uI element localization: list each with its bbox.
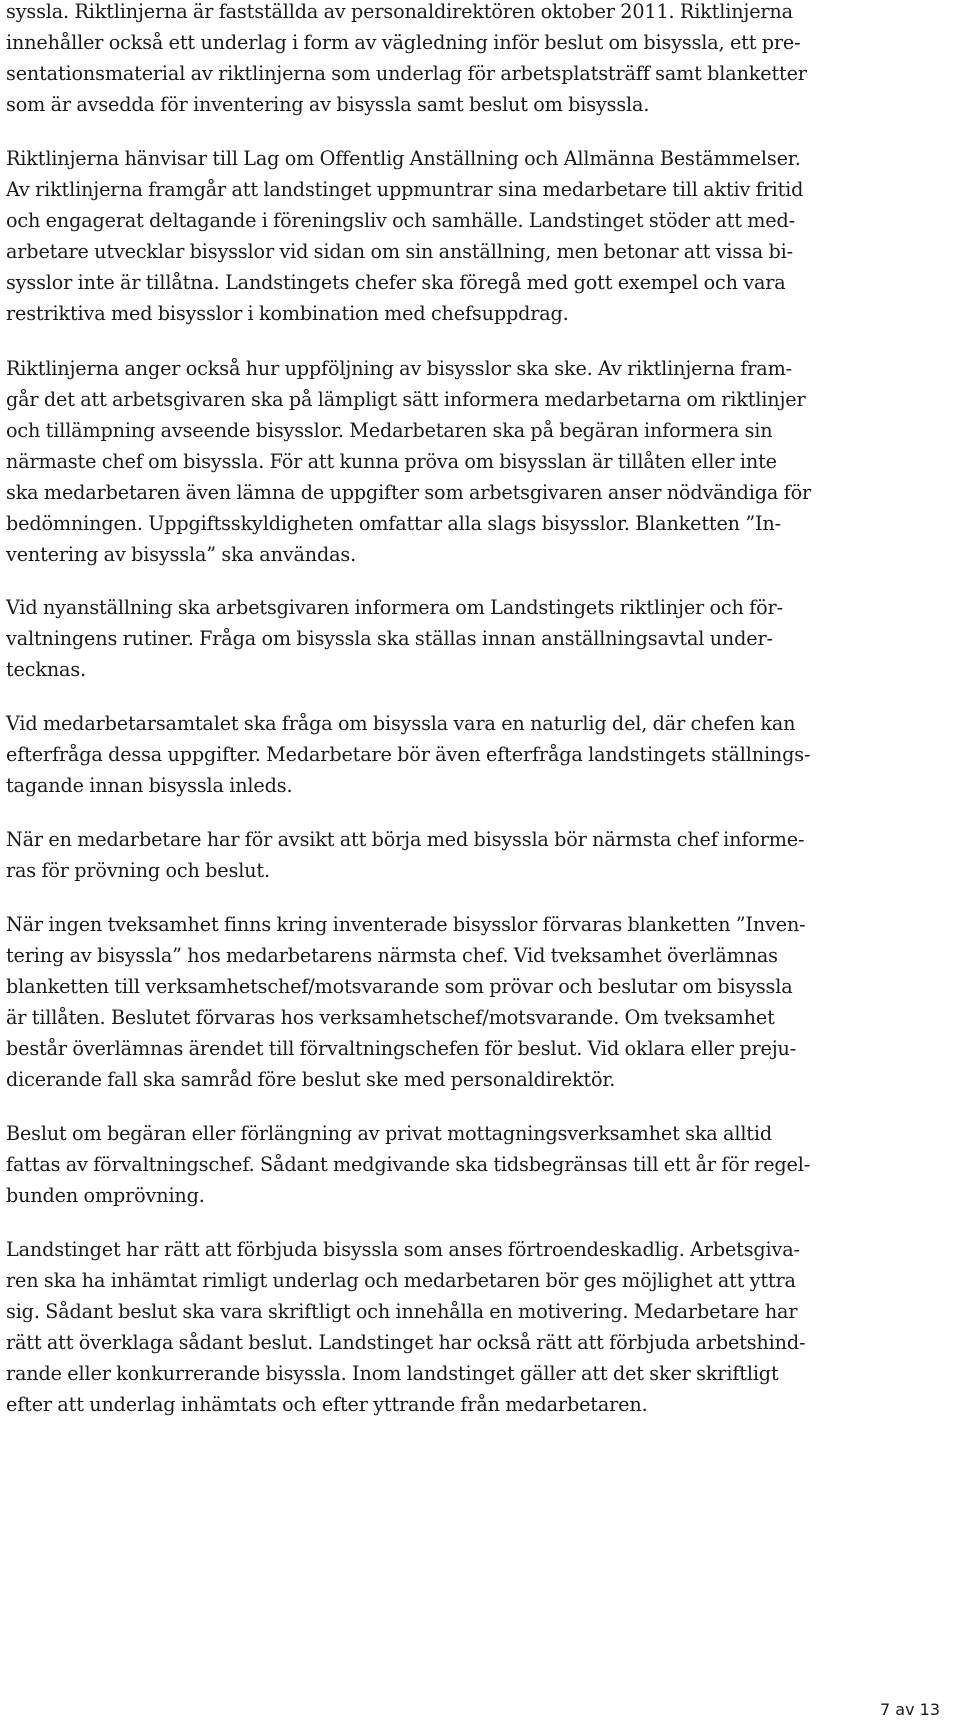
text-line: arbetare utvecklar bisysslor vid sidan om sin anställning, men betonar att vissa bi-	[6, 240, 793, 263]
text-line: Av riktlinjerna framgår att landstinget uppmuntrar sina medarbetare till aktiv fritid	[6, 178, 804, 201]
paragraph	[6, 592, 783, 685]
text-line: går det att arbetsgivaren ska på lämpligt sätt informera medarbetarna om riktlinjer	[6, 388, 806, 411]
text-line: innehåller också ett underlag i form av vägledning inför beslut om bisyssla, ett pre-	[6, 31, 801, 54]
text-line: består överlämnas ärendet till förvaltningschefen för beslut. Vid oklara eller preju-	[6, 1037, 797, 1060]
paragraph	[6, 353, 811, 570]
text-line: sysslor inte är tillåtna. Landstingets chefer ska föregå med gott exempel och vara	[6, 271, 786, 294]
paragraph	[6, 0, 807, 120]
text-line: efter att underlag inhämtats och efter yttrande från medarbetaren.	[6, 1393, 648, 1416]
paragraph	[6, 708, 810, 801]
paragraph	[6, 1234, 805, 1420]
text-line: efterfråga dessa uppgifter. Medarbetare bör även efterfråga landstingets ställnings-	[6, 743, 811, 766]
text-line: tecknas.	[6, 658, 86, 681]
paragraph	[6, 909, 806, 1095]
text-line: rande eller konkurrerande bisyssla. Inom landstinget gäller att det sker skriftligt	[6, 1362, 779, 1385]
paragraph	[6, 824, 804, 886]
text-line: Vid medarbetarsamtalet ska fråga om bisyssla vara en naturlig del, där chefen kan	[6, 712, 796, 735]
text-line: dicerande fall ska samråd före beslut ske med personaldirektör.	[6, 1068, 616, 1091]
text-line: som är avsedda för inventering av bisyssla samt beslut om bisyssla.	[6, 93, 650, 116]
text-line: fattas av förvaltningschef. Sådant medgivande ska tidsbegränsas till ett år för regel-	[6, 1153, 811, 1176]
paragraph	[6, 143, 803, 329]
text-line: Vid nyanställning ska arbetsgivaren informera om Landstingets riktlinjer och för-	[6, 596, 783, 619]
text-line: är tillåten. Beslutet förvaras hos verksamhetschef/motsvarande. Om tveksamhet	[6, 1006, 775, 1029]
text-line: tering av bisyssla” hos medarbetarens närmsta chef. Vid tveksamhet överlämnas	[6, 944, 778, 967]
text-line: Beslut om begäran eller förlängning av privat mottagningsverksamhet ska alltid	[6, 1122, 772, 1145]
text-line: valtningens rutiner. Fråga om bisyssla ska ställas innan anställningsavtal under-	[6, 627, 773, 650]
text-line: restriktiva med bisysslor i kombination med chefsuppdrag.	[6, 302, 569, 325]
text-line: När ingen tveksamhet finns kring inventerade bisysslor förvaras blanketten ”Inven-	[6, 913, 806, 936]
text-line: sig. Sådant beslut ska vara skriftligt och innehålla en motivering. Medarbetare har	[6, 1300, 798, 1323]
text-line: och tillämpning avseende bisysslor. Medarbetaren ska på begäran informera sin	[6, 419, 773, 442]
text-line: syssla. Riktlinjerna är fastställda av personaldirektören oktober 2011. Riktlinjerna	[6, 0, 793, 23]
text-line: blanketten till verksamhetschef/motsvarande som prövar och beslutar om bisyssla	[6, 975, 793, 998]
text-line: ren ska ha inhämtat rimligt underlag och medarbetaren bör ges möjlighet att yttra	[6, 1269, 796, 1292]
text-line: Riktlinjerna anger också hur uppföljning av bisysslor ska ske. Av riktlinjerna fram-	[6, 357, 792, 380]
text-line: bedömningen. Uppgiftsskyldigheten omfattar alla slags bisysslor. Blanketten ”In-	[6, 512, 781, 535]
text-line: ska medarbetaren även lämna de uppgifter som arbetsgivaren anser nödvändiga för	[6, 481, 811, 504]
text-line: Riktlinjerna hänvisar till Lag om Offentlig Anställning och Allmänna Bestämmelser.	[6, 147, 801, 170]
text-line: närmaste chef om bisyssla. För att kunna pröva om bisysslan är tillåten eller inte	[6, 450, 777, 473]
page-number: 7 av 13	[880, 1700, 940, 1719]
text-line: bunden omprövning.	[6, 1184, 205, 1207]
text-line: Landstinget har rätt att förbjuda bisyssla som anses förtroendeskadlig. Arbetsgiva-	[6, 1238, 800, 1261]
paragraph	[6, 1118, 810, 1211]
text-line: tagande innan bisyssla inleds.	[6, 774, 293, 797]
text-line: och engagerat deltagande i föreningsliv och samhälle. Landstinget stöder att med-	[6, 209, 795, 232]
text-line: ras för prövning och beslut.	[6, 859, 270, 882]
text-line: ventering av bisyssla” ska användas.	[6, 543, 357, 566]
text-line: rätt att överklaga sådant beslut. Landstinget har också rätt att förbjuda arbetshind-	[6, 1331, 806, 1354]
text-line: När en medarbetare har för avsikt att börja med bisyssla bör närmsta chef informe-	[6, 828, 805, 851]
text-line: sentationsmaterial av riktlinjerna som underlag för arbetsplatsträff samt blanketter	[6, 62, 807, 85]
